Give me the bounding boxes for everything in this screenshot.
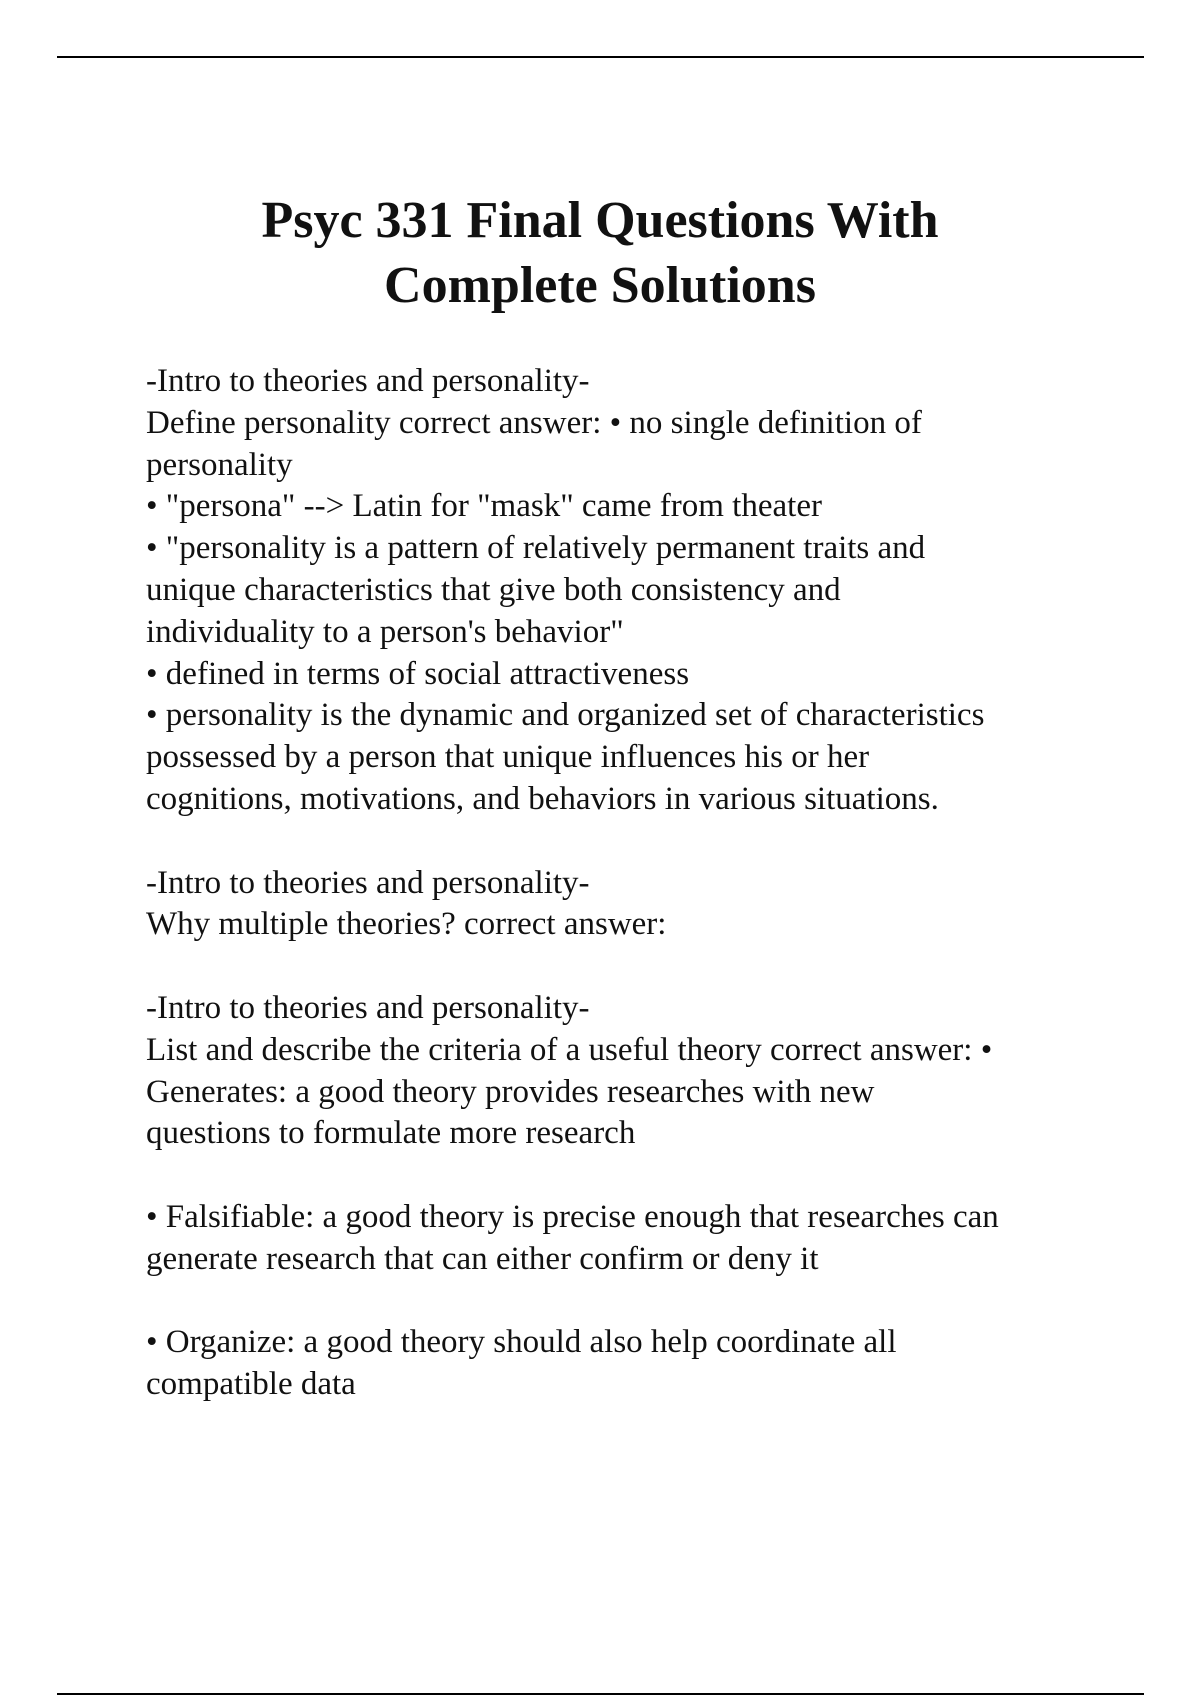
body-line: possessed by a person that unique influences his or her <box>146 739 870 776</box>
body-line: cognitions, motivations, and behaviors in various situations. <box>146 780 939 817</box>
body-line: • Organize: a good theory should also help coordinate all <box>146 1324 897 1361</box>
body-line: • defined in terms of social attractiveness <box>146 655 690 692</box>
bottom-divider <box>57 1693 1144 1695</box>
title-line: Complete Solutions <box>384 257 816 314</box>
body-line: • "persona" --> Latin for "mask" came from theater <box>146 488 822 525</box>
paragraph-gap <box>146 1155 1146 1197</box>
body-line: generate research that can either confirm or deny it <box>146 1240 819 1277</box>
body-line: Generates: a good theory provides researches with new <box>146 1073 875 1110</box>
body-line: • Falsifiable: a good theory is precise enough that researches can <box>146 1198 999 1235</box>
section-heading: -Intro to theories and personality- <box>146 363 590 399</box>
body-line: Why multiple theories? correct answer: <box>146 906 667 943</box>
section-heading: -Intro to theories and personality- <box>146 989 590 1026</box>
body-line: personality <box>146 446 293 483</box>
body-line: questions to formulate more research <box>146 1115 636 1152</box>
body-line: Define personality correct answer: • no single definition of <box>146 404 922 441</box>
section-heading: -Intro to theories and personality- <box>146 864 590 901</box>
document-body <box>146 361 1146 1406</box>
body-line: unique characteristics that give both consistency and <box>146 571 841 608</box>
body-line: • personality is the dynamic and organized set of characteristics <box>146 697 985 734</box>
body-line: individuality to a person's behavior" <box>146 613 624 650</box>
body-line: List and describe the criteria of a useful theory correct answer: • <box>146 1031 993 1068</box>
paragraph-gap <box>146 1281 1146 1323</box>
top-divider <box>57 56 1144 58</box>
paragraph-gap <box>146 946 1146 988</box>
paragraph-gap <box>146 821 1146 863</box>
title-line: Psyc 331 Final Questions With <box>261 192 939 249</box>
document-title <box>0 188 1200 318</box>
body-line: compatible data <box>146 1366 356 1403</box>
body-line: • "personality is a pattern of relatively permanent traits and <box>146 530 926 567</box>
